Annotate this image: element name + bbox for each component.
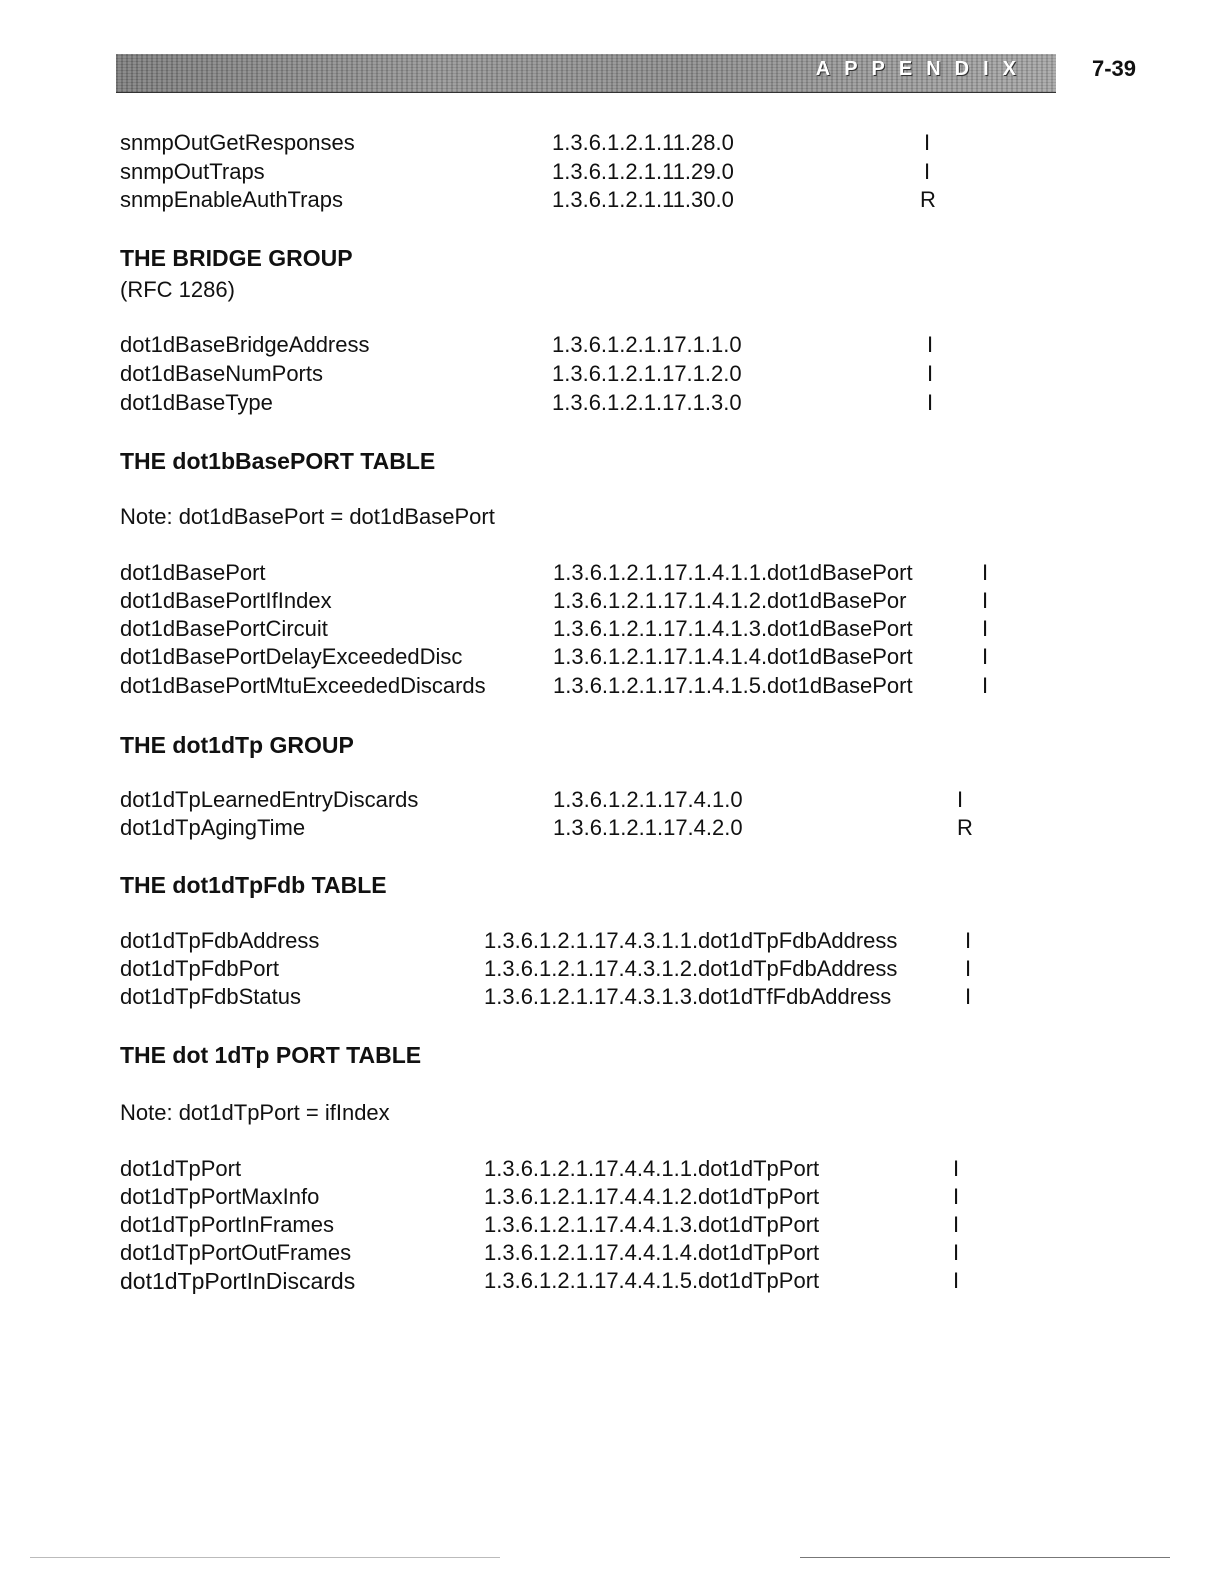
table-row (0, 956, 1220, 986)
object-oid: 1.3.6.1.2.1.17.1.4.1.4.dot1dBasePort (553, 644, 913, 669)
table-row (0, 644, 1220, 674)
table-row (0, 1184, 1220, 1214)
table-row (0, 187, 1220, 217)
object-name: dot1dTpAgingTime (120, 815, 306, 840)
table-row (0, 815, 1220, 845)
table-row (0, 1268, 1220, 1298)
object-name: dot1dTpPort (120, 1156, 242, 1181)
object-access: I (965, 928, 972, 953)
scan-artifact-line (30, 1557, 500, 1558)
object-oid: 1.3.6.1.2.1.17.4.4.1.2.dot1dTpPort (484, 1184, 820, 1209)
object-oid: 1.3.6.1.2.1.11.30.0 (552, 187, 734, 212)
table-row (0, 616, 1220, 646)
object-access: I (953, 1184, 960, 1209)
section-note-baseport: Note: dot1dBasePort = dot1dBasePort (120, 504, 495, 529)
table-row (0, 1156, 1220, 1186)
object-access: I (953, 1212, 960, 1237)
object-name: dot1dBaseBridgeAddress (120, 332, 370, 357)
object-name: dot1dTpFdbStatus (120, 984, 302, 1009)
object-oid: 1.3.6.1.2.1.17.4.4.1.3.dot1dTpPort (484, 1212, 820, 1237)
scan-artifact-line (800, 1557, 1170, 1558)
object-access: I (953, 1240, 960, 1265)
object-access: I (957, 787, 964, 812)
object-oid: 1.3.6.1.2.1.17.4.3.1.1.dot1dTpFdbAddress (484, 928, 898, 953)
object-access: I (953, 1268, 960, 1293)
object-oid: 1.3.6.1.2.1.17.1.4.1.3.dot1dBasePort (553, 616, 913, 641)
object-name: dot1dTpPortMaxInfo (120, 1184, 320, 1209)
section-note-tp-port: Note: dot1dTpPort = ifIndex (120, 1100, 390, 1125)
object-access: I (924, 159, 931, 184)
object-name: dot1dTpFdbAddress (120, 928, 320, 953)
table-row (0, 130, 1220, 160)
object-name: dot1dTpLearnedEntryDiscards (120, 787, 419, 812)
object-access: I (927, 332, 934, 357)
object-access: I (982, 560, 989, 585)
object-oid: 1.3.6.1.2.1.17.1.4.1.5.dot1dBasePort (553, 673, 913, 698)
object-oid: 1.3.6.1.2.1.17.4.4.1.1.dot1dTpPort (484, 1156, 820, 1181)
table-row (0, 1240, 1220, 1270)
table-row (0, 361, 1220, 391)
object-access: I (924, 130, 931, 155)
object-name: dot1dTpPortInFrames (120, 1212, 334, 1237)
object-name: snmpEnableAuthTraps (120, 187, 343, 212)
table-row (0, 928, 1220, 958)
object-access: R (920, 187, 936, 212)
object-name: dot1dBasePortDelayExceededDisc (120, 644, 463, 669)
object-name: dot1dBasePortMtuExceededDiscards (120, 673, 486, 698)
table-row (0, 390, 1220, 420)
section-title-baseport-table: THE dot1bBasePORT TABLE (120, 448, 436, 474)
object-oid: 1.3.6.1.2.1.11.29.0 (552, 159, 734, 184)
object-oid: 1.3.6.1.2.1.17.4.2.0 (553, 815, 743, 840)
object-name: dot1dBasePortIfIndex (120, 588, 332, 613)
object-name: dot1dBaseType (120, 390, 273, 415)
object-access: R (957, 815, 973, 840)
object-oid: 1.3.6.1.2.1.17.4.4.1.5.dot1dTpPort (484, 1268, 820, 1293)
object-access: I (982, 644, 989, 669)
object-access: I (982, 588, 989, 613)
table-row (0, 588, 1220, 618)
object-oid: 1.3.6.1.2.1.17.1.4.1.1.dot1dBasePort (553, 560, 913, 585)
table-row (0, 673, 1220, 703)
table-row (0, 332, 1220, 362)
table-row (0, 560, 1220, 590)
object-name: snmpOutGetResponses (120, 130, 355, 155)
object-oid: 1.3.6.1.2.1.17.4.3.1.3.dot1dTfFdbAddress (484, 984, 892, 1009)
object-name: dot1dBasePort (120, 560, 266, 585)
appendix-label: APPENDIX (815, 58, 1030, 80)
object-name: dot1dBaseNumPorts (120, 361, 323, 386)
object-name: dot1dTpPortOutFrames (120, 1240, 352, 1265)
object-access: I (965, 984, 972, 1009)
table-row (0, 159, 1220, 189)
object-oid: 1.3.6.1.2.1.17.4.4.1.4.dot1dTpPort (484, 1240, 820, 1265)
object-name: dot1dTpPortInDiscards (120, 1268, 356, 1294)
object-oid: 1.3.6.1.2.1.17.1.1.0 (552, 332, 742, 357)
table-row (0, 984, 1220, 1014)
table-row (0, 1212, 1220, 1242)
table-row (0, 787, 1220, 817)
object-oid: 1.3.6.1.2.1.17.4.1.0 (553, 787, 743, 812)
appendix-header-bar (116, 54, 1056, 93)
page-number: 7-39 (1092, 56, 1137, 81)
object-oid: 1.3.6.1.2.1.11.28.0 (552, 130, 734, 155)
object-access: I (982, 616, 989, 641)
object-name: dot1dBasePortCircuit (120, 616, 328, 641)
object-oid: 1.3.6.1.2.1.17.1.2.0 (552, 361, 742, 386)
section-title-tp-group: THE dot1dTp GROUP (120, 732, 354, 758)
object-access: I (965, 956, 972, 981)
object-name: dot1dTpFdbPort (120, 956, 279, 981)
section-title-bridge-group: THE BRIDGE GROUP (120, 245, 353, 271)
section-subtitle-rfc: (RFC 1286) (120, 277, 235, 302)
object-oid: 1.3.6.1.2.1.17.1.4.1.2.dot1dBasePor (553, 588, 907, 613)
object-oid: 1.3.6.1.2.1.17.1.3.0 (552, 390, 742, 415)
object-access: I (927, 390, 934, 415)
object-access: I (927, 361, 934, 386)
section-title-tp-port-table: THE dot 1dTp PORT TABLE (120, 1042, 422, 1068)
section-title-fdb-table: THE dot1dTpFdb TABLE (120, 872, 387, 898)
object-name: snmpOutTraps (120, 159, 265, 184)
object-access: I (953, 1156, 960, 1181)
object-access: I (982, 673, 989, 698)
object-oid: 1.3.6.1.2.1.17.4.3.1.2.dot1dTpFdbAddress (484, 956, 898, 981)
